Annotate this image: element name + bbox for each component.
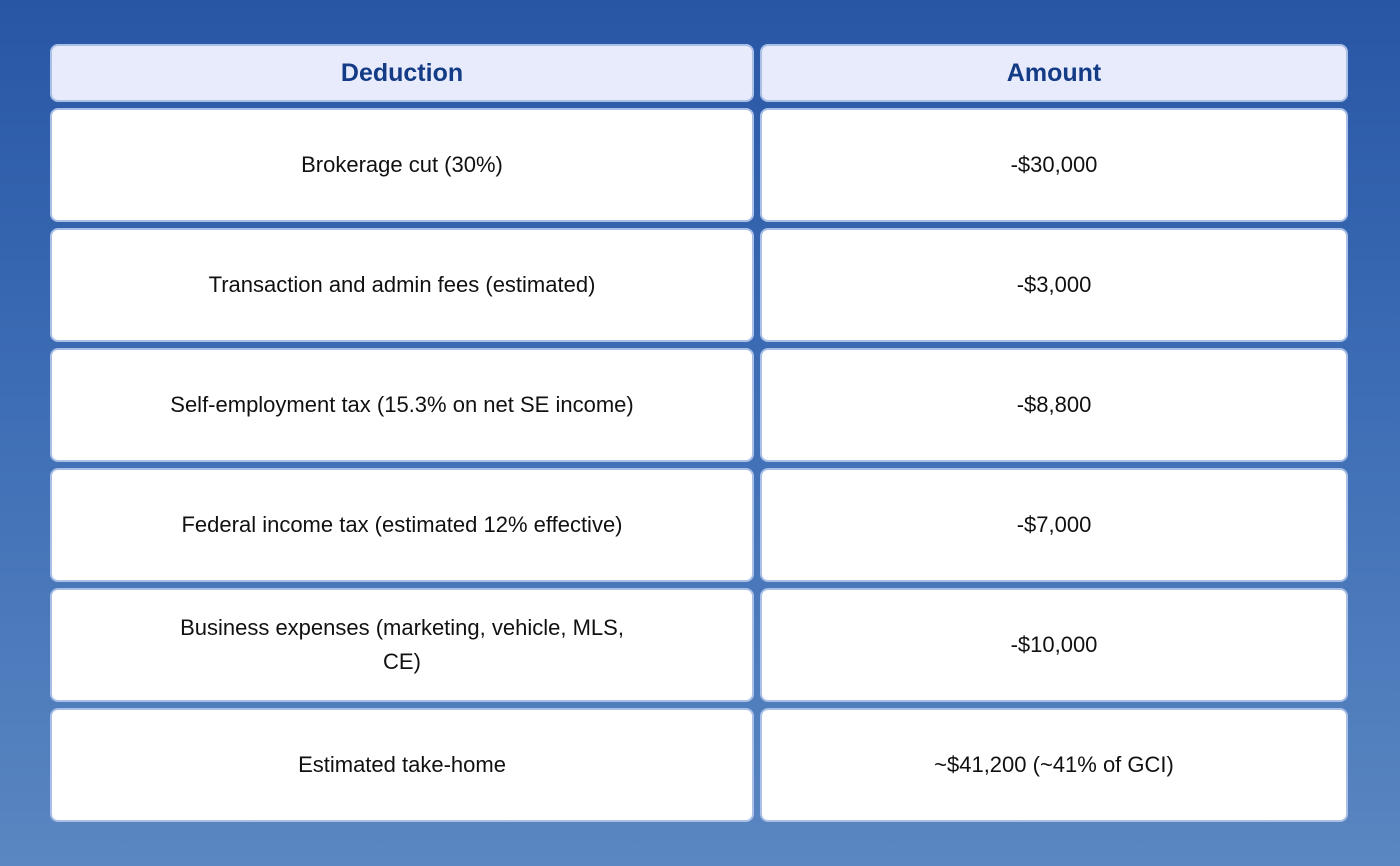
deduction-label: Self-employment tax (15.3% on net SE income)	[170, 392, 634, 417]
header-deduction-label: Deduction	[340, 59, 464, 87]
deduction-table	[50, 44, 1348, 822]
amount-value: ~$41,200 (~41% of GCI)	[934, 752, 1174, 777]
amount-value: -$3,000	[1016, 272, 1092, 297]
table-cell-deduction	[50, 588, 754, 702]
deduction-label: Transaction and admin fees (estimated)	[208, 272, 596, 297]
table-cell-amount	[760, 708, 1348, 822]
table-cell-amount	[760, 348, 1348, 462]
amount-value: -$8,800	[1016, 392, 1092, 417]
table-cell-amount	[760, 468, 1348, 582]
amount-value: -$7,000	[1016, 512, 1092, 537]
table-cell-amount	[760, 228, 1348, 342]
deduction-label: Federal income tax (estimated 12% effective)	[181, 512, 623, 537]
table-cell-amount	[760, 588, 1348, 702]
table-cell-deduction	[50, 348, 754, 462]
table-cell-amount	[760, 108, 1348, 222]
amount-value: -$30,000	[1010, 152, 1098, 177]
deduction-label: Brokerage cut (30%)	[301, 152, 503, 177]
header-amount	[760, 44, 1348, 102]
table-cell-deduction	[50, 228, 754, 342]
table-cell-deduction	[50, 708, 754, 822]
table-cell-deduction	[50, 468, 754, 582]
table-cell-deduction	[50, 108, 754, 222]
deduction-label: Business expenses (marketing, vehicle, MLS, CE)	[180, 615, 624, 674]
header-deduction	[50, 44, 754, 102]
amount-value: -$10,000	[1010, 632, 1098, 657]
header-amount-label: Amount	[1006, 59, 1102, 87]
deduction-label: Estimated take-home	[298, 752, 506, 777]
